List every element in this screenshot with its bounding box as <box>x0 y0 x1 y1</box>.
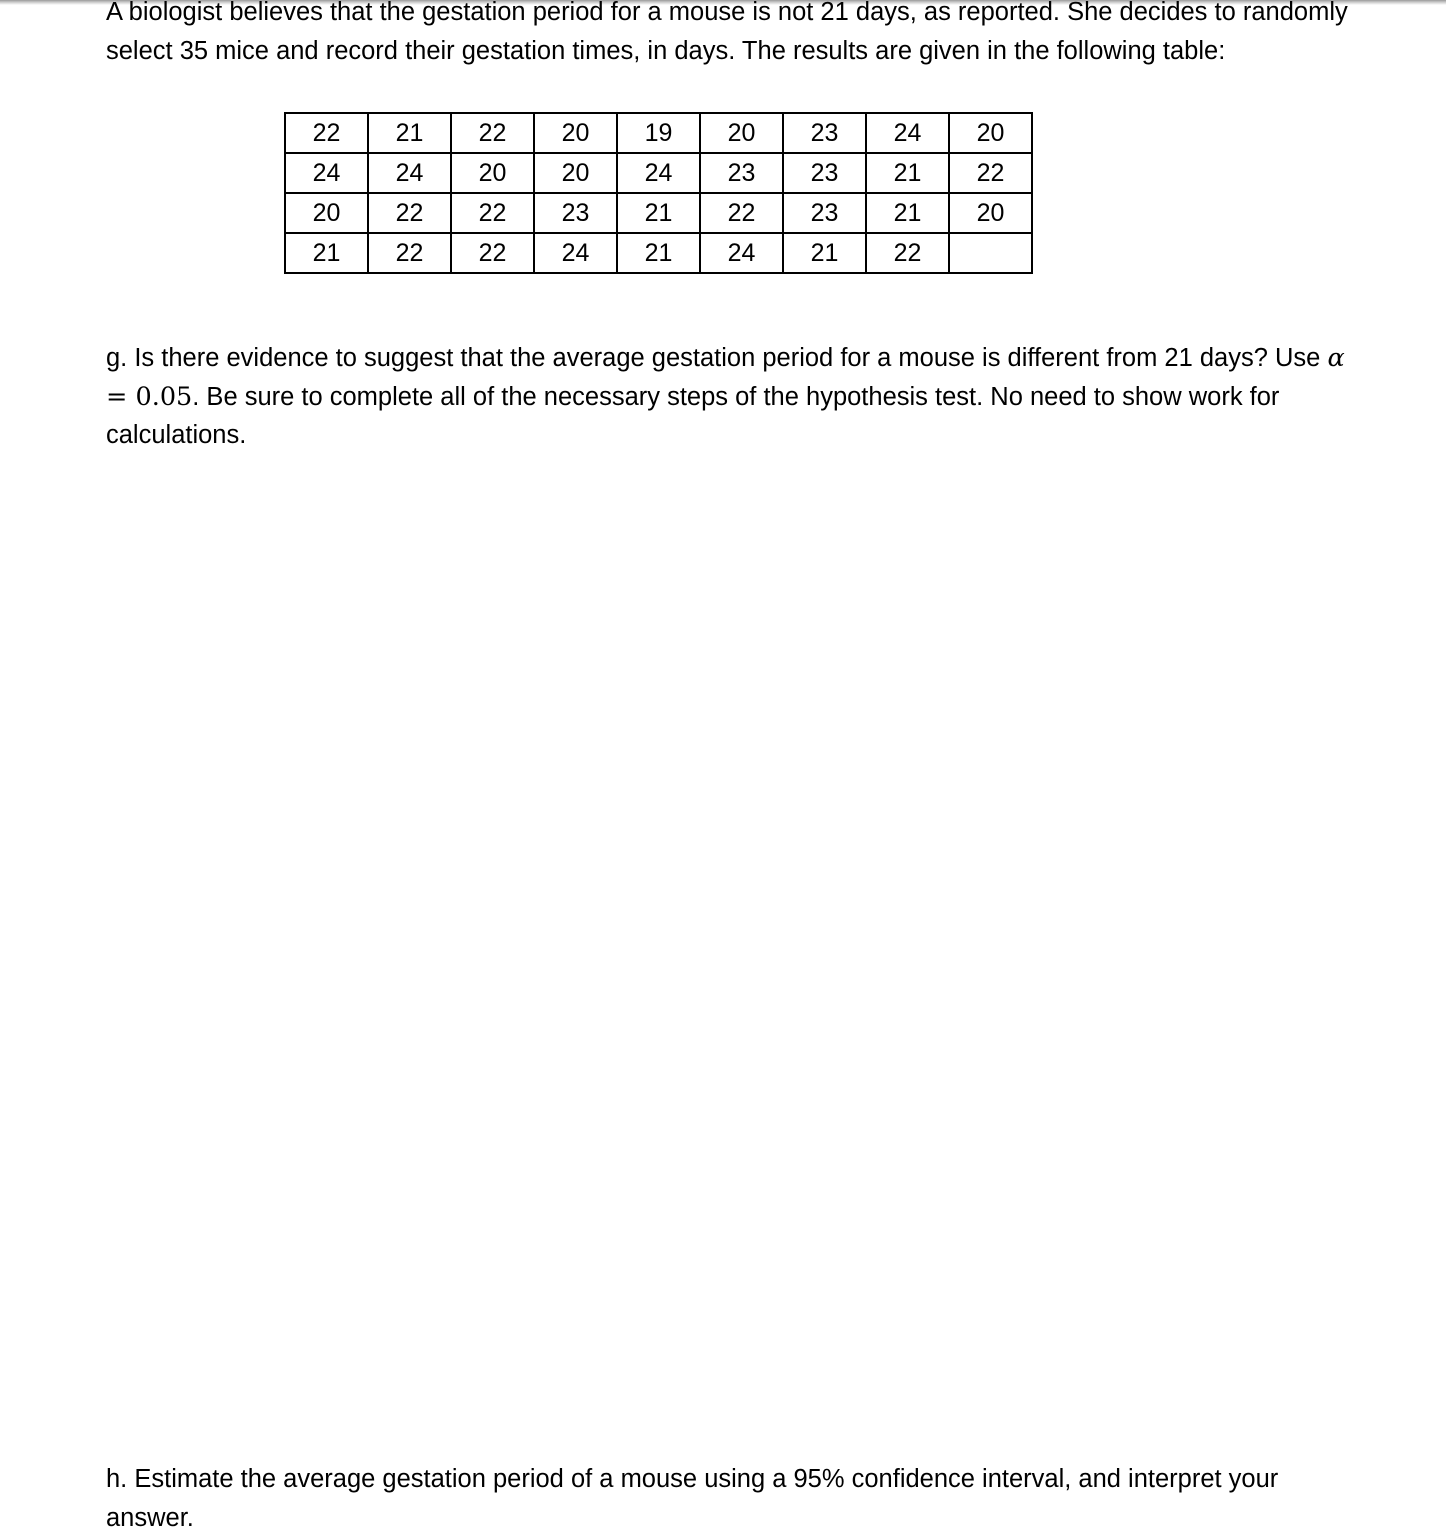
equals-sign: = <box>106 381 136 412</box>
table-cell: 22 <box>368 233 451 273</box>
table-cell: 22 <box>451 113 534 153</box>
table-cell: 21 <box>285 233 368 273</box>
table-cell: 20 <box>534 113 617 153</box>
table-cell: 21 <box>783 233 866 273</box>
table-cell: 24 <box>285 153 368 193</box>
question-g-use: Use <box>1275 344 1328 372</box>
question-h: h. Estimate the average gestation period of a mouse using a 95% confidence interval, and interpret your answer. <box>106 1465 1279 1532</box>
table-cell: 23 <box>783 153 866 193</box>
problem-intro: A biologist believes that the gestation period for a mouse is not 21 days, as reported. She decides to randomly select 35 mice and record their gestation times, in days. The results are given in the following table: <box>106 0 1348 65</box>
table-cell: 21 <box>617 193 700 233</box>
table-row <box>285 153 1032 193</box>
table-cell: 24 <box>534 233 617 273</box>
question-g-line1: g. Is there evidence to suggest that the average gestation period for a mouse is different from 21 days? <box>106 344 1268 372</box>
table-row <box>285 233 1032 273</box>
alpha-symbol: α <box>1327 343 1345 373</box>
table-cell: 23 <box>783 113 866 153</box>
table-cell: 24 <box>617 153 700 193</box>
table-cell: 22 <box>451 233 534 273</box>
table-cell: 24 <box>866 113 949 153</box>
table-cell: 20 <box>451 153 534 193</box>
table-cell: 23 <box>534 193 617 233</box>
alpha-value: 0.05 <box>135 381 193 412</box>
table-cell: 23 <box>783 193 866 233</box>
table-cell: 21 <box>617 233 700 273</box>
table-cell: 24 <box>368 153 451 193</box>
table-cell: 22 <box>866 233 949 273</box>
table-cell: 22 <box>700 193 783 233</box>
table-cell: 23 <box>700 153 783 193</box>
table-row <box>285 113 1032 153</box>
question-g-rest: . Be sure to complete all of the necessary steps of the hypothesis test. No need to show work for calculations. <box>106 382 1280 449</box>
table-cell: 20 <box>949 113 1032 153</box>
table-cell: 24 <box>700 233 783 273</box>
table-cell: 20 <box>285 193 368 233</box>
table-cell: 19 <box>617 113 700 153</box>
table-cell-empty <box>949 233 1032 273</box>
gestation-data-table <box>284 112 1033 274</box>
table-cell: 22 <box>451 193 534 233</box>
table-cell: 20 <box>949 193 1032 233</box>
table-cell: 20 <box>534 153 617 193</box>
table-row <box>285 193 1032 233</box>
table-cell: 21 <box>866 193 949 233</box>
question-g <box>106 339 1366 455</box>
table-cell: 21 <box>866 153 949 193</box>
table-cell: 20 <box>700 113 783 153</box>
table-cell: 22 <box>285 113 368 153</box>
table-cell: 22 <box>949 153 1032 193</box>
table-cell: 21 <box>368 113 451 153</box>
table-cell: 22 <box>368 193 451 233</box>
